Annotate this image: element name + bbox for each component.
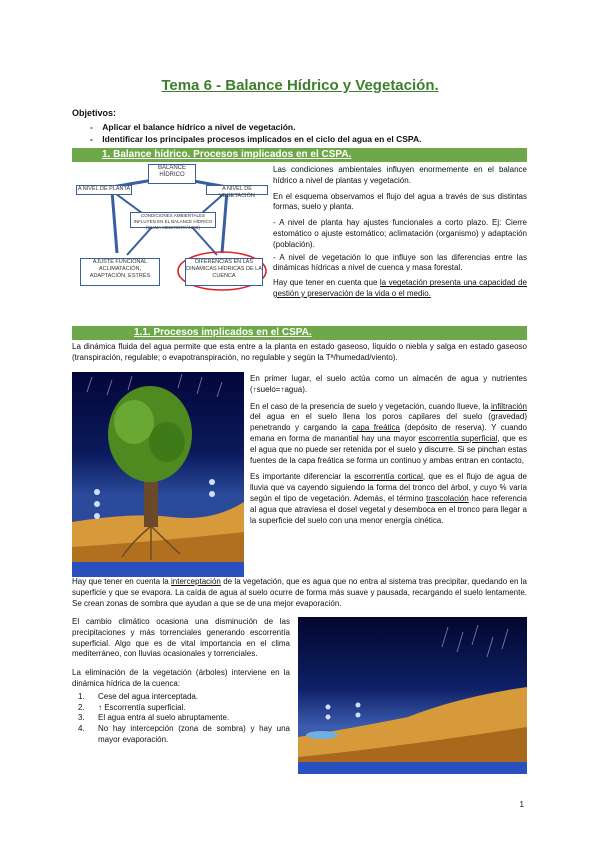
- list-item: 2. ↑ Escorrentía superficial.: [78, 702, 186, 712]
- intro-p3: - A nivel de planta hay ajustes funcionales a corto plazo. Ej: Cierre estomático o ajuste estomático; aclimatación (organismo) y adaptación (población).: [273, 218, 527, 249]
- page-title: Tema 6 - Balance Hídrico y Vegetación.: [161, 77, 439, 94]
- intro-p4: - A nivel de vegetación lo que influye son las diferencias entre las dinámicas hídricas a nivel de cuenca y masa forestal.: [273, 252, 527, 273]
- intro-p2: En el esquema observamos el flujo del agua a través de sus distintas formas, suelo y planta.: [273, 191, 527, 212]
- intro-p1: Las condiciones ambientales influyen enormemente en el balance hídrico a nivel de plantas y vegetación.: [273, 165, 527, 185]
- dynamics-text: La dinámica fluida del agua permite que esta entre a la planta en estado gaseoso, líquido o niebla y salga en estado gaseoso (transpiración, regulable; o evapotranspiración, no regulable y según la Tª/humedad/viento).: [72, 342, 527, 362]
- tree-water-cycle-image: [72, 372, 244, 577]
- tree-illustration: [72, 372, 244, 577]
- interception-paragraph: Hay que tener en cuenta la interceptación de la vegetación, que es agua que no entra al sistema tras precipitar, quedando en la superficie y que se evapora. La caída de agua al suelo ocurre de forma más suave y pausada, recargando el suelo lentamente. Se crean zonas de sombra que ayudan a que se de una mejor evaporación.: [72, 577, 527, 608]
- right-column-text: [250, 374, 527, 526]
- diagram-top-box: BALANCE HÍDRICO: [148, 164, 196, 184]
- diagram-bottom-right-box: DIFERENCIAS EN LAS DINÁMICAS HÍDRICAS DE LA CUENCA: [185, 258, 263, 286]
- landscape-water-cycle-image: [298, 617, 527, 774]
- objectives-heading: Objetivos:: [72, 108, 117, 118]
- elimination-paragraph: La eliminación de la vegetación (árboles) interviene en la dinámica hídrica de la cuenca:: [72, 668, 290, 688]
- intro-p5: Hay que tener en cuenta que la vegetación presenta una capacidad de gestión y preservación de la vida o el medio.: [273, 278, 527, 298]
- diagram-middle-box: CONDICIONES AMBIENTALES INFLUYEN EN EL BALANCE HÍDRICO (CLIMA MEDITERRÁNEO): [130, 212, 216, 228]
- list-item: 4. No hay intercepción (zona de sombra) y hay una mayor evaporación.: [78, 724, 290, 744]
- diagram-right-box: A NIVEL DE VEGETACIÓN: [206, 185, 268, 195]
- landscape-illustration: [298, 617, 527, 774]
- diagram-bottom-left-box: AJUSTE FUNCIONAL ACLIMATACIÓN, ADAPTACIÓN, ESTRÉS: [80, 258, 160, 286]
- balance-diagram: [72, 163, 270, 291]
- section-1-1-heading: 1.1. Procesos implicados en el CSPA.: [72, 326, 527, 340]
- infiltration-paragraph: En el caso de la presencia de suelo y vegetación, cuando llueve, la infiltración del agua en el suelo llena los poros capilares del suelo (gravedad) penetrando y cargando la capa freática (depósito de reserva). Y cuando emana en forma de manantial hay una mayor escorrentía superficial, que es el agua que no puede ser retenida por el suelo y discurre. Si se pinchan estas fuentes de la capa freática se forma un continuo y ambas entran en contacto,: [250, 401, 527, 465]
- list-item: 1. Cese del agua interceptada.: [78, 691, 199, 701]
- left-bottom-text: [72, 617, 290, 746]
- climate-paragraph: El cambio climático ocasiona una disminución de las precipitaciones y más torrenciales generando escorrentía superficial. Algo que es de vital importancia en el clima mediterráneo, con lluvias ocasionales y torrenciales.: [72, 617, 290, 659]
- intro-text: [273, 165, 527, 300]
- section-1-heading: 1. Balance hídrico. Procesos implicados en el CSPA.: [72, 148, 527, 162]
- objective-1: - Aplicar el balance hídrico a nivel de vegetación.: [90, 122, 296, 132]
- diagram-left-box: A NIVEL DE PLANTA: [76, 185, 132, 195]
- objective-2: - Identificar los principales procesos implicados en el ciclo del agua en el CSPA.: [90, 134, 422, 144]
- elimination-list: [72, 692, 290, 746]
- list-item: 3. El agua entra al suelo abruptamente.: [78, 713, 230, 723]
- cortical-paragraph: Es importante diferenciar la escorrentía cortical, que es el flujo de agua de lluvia que va cayendo siguiendo la forma del tronco del árbol, y cuyo % varía según el tipo de vegetación. Además, el término trascolación hace referencia al agua que atraviesa el dosel vegetal y desemboca en el tronco para llegar a la superficie del suelo con una menor energía cinética.: [250, 472, 527, 525]
- page-number: 1: [519, 800, 524, 809]
- soil-paragraph: En primer lugar, el suelo actúa como un almacén de agua y nutrientes (↑suelo=↑agua).: [250, 374, 527, 394]
